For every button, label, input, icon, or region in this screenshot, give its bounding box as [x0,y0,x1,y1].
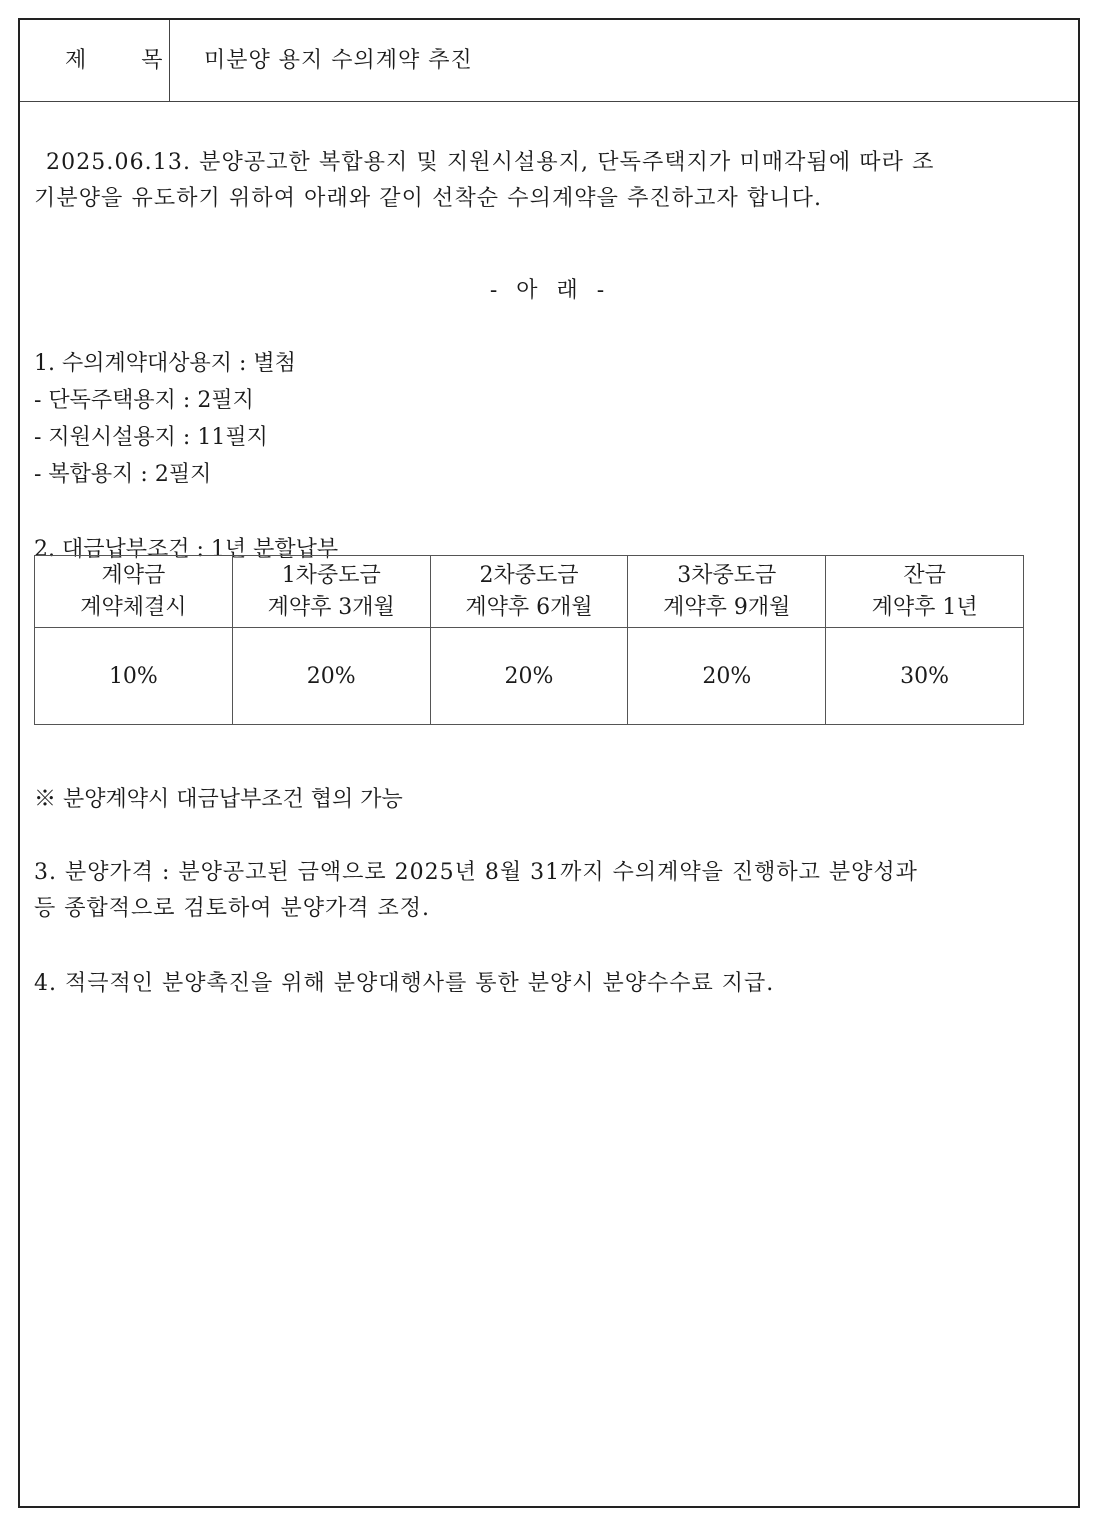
header-cell-label: 2차중도금 [479,562,579,588]
header-cell-timing: 계약체결시 [80,594,187,620]
title-row [20,20,1078,102]
item1-heading: 1. 수의계약대상용지 : 별첨 [34,351,296,376]
document-frame [18,18,1080,1508]
intro-line-1: 2025.06.13. 분양공고한 복합용지 및 지원시설용지, 단독주택지가 미매각됨에 따라 조 [46,150,935,175]
header-cell-label: 1차중도금 [281,562,381,588]
item2-heading: 2. 대금납부조건 : 1년 분할납부 [34,537,339,562]
document-title: 미분양 용지 수의계약 추진 [204,48,473,73]
header-cell-interim-1 [232,556,430,628]
header-cell-label: 계약금 [101,562,166,588]
item1-line-3: - 복합용지 : 2필지 [34,462,212,487]
header-cell-label: 3차중도금 [677,562,777,588]
value-cell-deposit: 10% [35,628,233,725]
value-cell-interim-1: 20% [232,628,430,725]
item3-line-1: 3. 분양가격 : 분양공고된 금액으로 2025년 8월 31까지 수의계약을 진행하고 분양성과 [34,860,918,885]
header-cell-timing: 계약후 6개월 [465,594,593,620]
value-cell-interim-2: 20% [430,628,628,725]
header-cell-label: 잔금 [903,562,946,588]
header-cell-timing: 계약후 9개월 [663,594,791,620]
header-cell-timing: 계약후 3개월 [267,594,395,620]
header-cell-timing: 계약후 1년 [871,594,978,620]
value-cell-balance: 30% [826,628,1024,725]
item3-line-2: 등 종합적으로 검토하여 분양가격 조정. [34,896,430,921]
item1-line-2: - 지원시설용지 : 11필지 [34,425,268,450]
payment-table-value-row [35,628,1024,725]
intro-paragraph [34,145,1026,217]
value-cell-interim-3: 20% [628,628,826,725]
item1-line-1: - 단독주택용지 : 2필지 [34,388,254,413]
header-cell-interim-2 [430,556,628,628]
payment-table [34,555,1024,725]
header-cell-balance [826,556,1024,628]
item3-paragraph [34,855,1026,927]
payment-note: ※ 분양계약시 대금납부조건 협의 가능 [34,787,403,812]
header-cell-deposit [35,556,233,628]
item4-line: 4. 적극적인 분양촉진을 위해 분양대행사를 통한 분양시 분양수수료 지급. [34,971,775,996]
intro-line-2: 기분양을 유도하기 위하여 아래와 같이 선착순 수의계약을 추진하고자 합니다. [34,186,823,211]
payment-table-header-row [35,556,1024,628]
title-label: 제 목 [20,20,170,101]
section-title: - 아 래 - [489,278,611,303]
header-cell-interim-3 [628,556,826,628]
